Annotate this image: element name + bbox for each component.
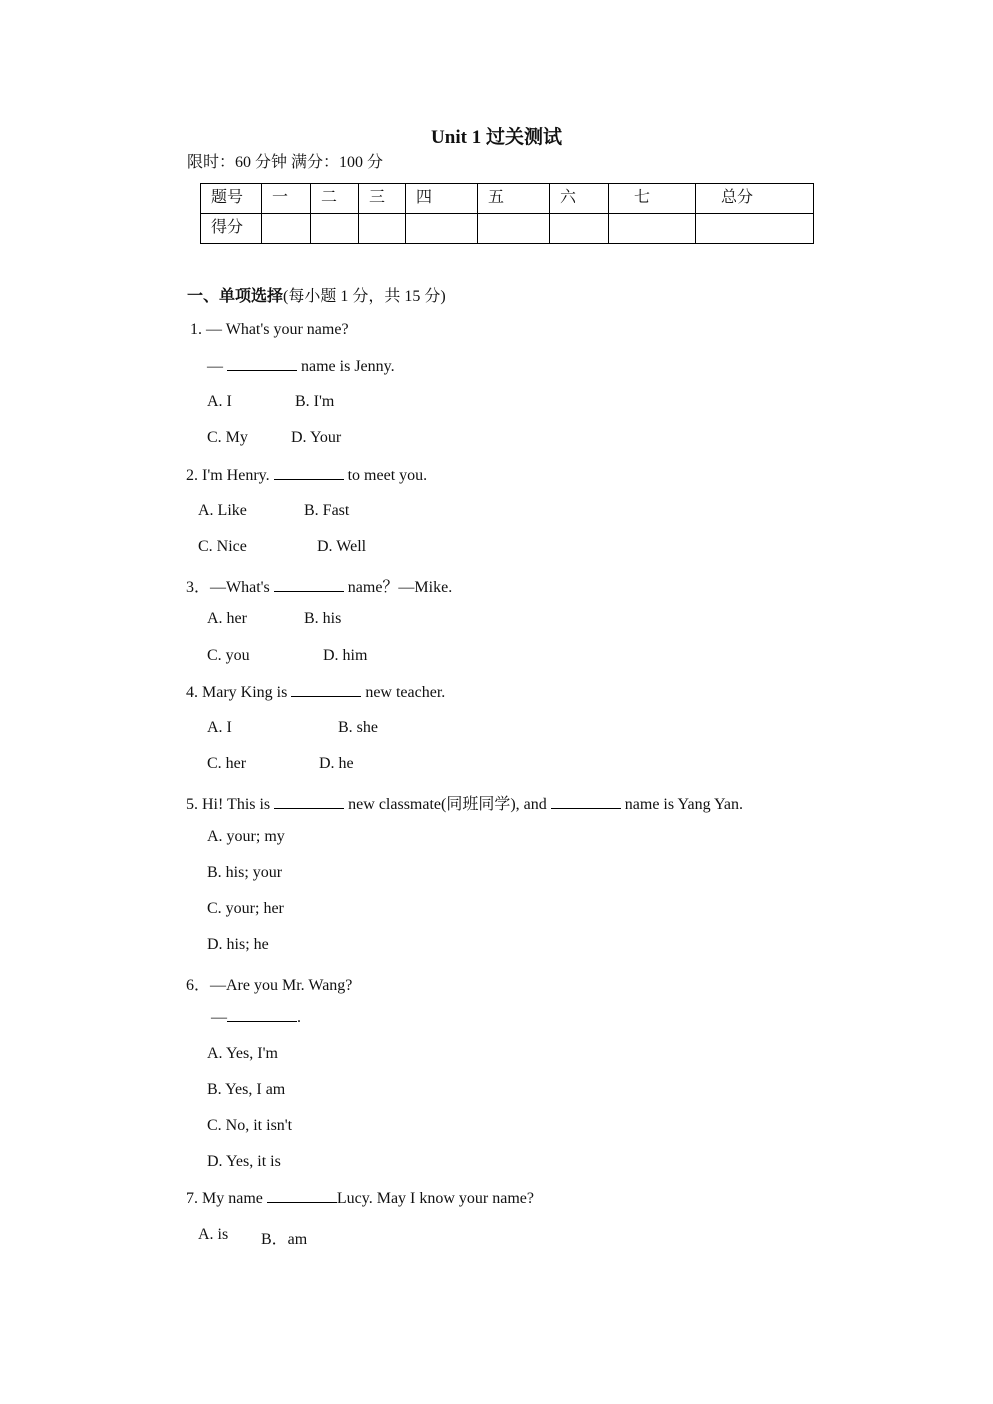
stem-text: new classmate(同班同学), and [344,796,551,813]
option[interactable]: D. him [323,647,368,664]
option[interactable]: D. Your [291,429,342,446]
header-cell: 五 [478,184,550,214]
question-2-stem [186,466,427,485]
score-cell [696,214,814,244]
option[interactable]: B. she [338,719,378,736]
option[interactable]: C. Nice [198,538,247,555]
option[interactable]: D. his; he [207,936,269,953]
stem-text: name？—Mike. [343,579,453,596]
dash: — [211,1009,227,1026]
dash: — [207,358,227,375]
header-cell: 总分 [696,184,814,214]
score-cell [262,214,311,244]
row-label: 得分 [201,214,262,244]
option[interactable]: A. Like [198,502,247,519]
section-note: (每小题 1 分，共 15 分) [283,288,446,305]
answer-blank[interactable] [291,683,361,697]
score-table-header-row [201,184,814,214]
score-cell [550,214,609,244]
option[interactable]: A. is [198,1226,229,1243]
question-5-stem [186,791,743,814]
option[interactable]: C. No, it isn't [207,1117,293,1134]
page-title: Unit 1 过关测试 [431,127,562,148]
section-heading [187,283,446,306]
stem-text: 2. I'm Henry. [186,467,274,484]
option[interactable]: A. her [207,610,247,627]
stem-text: . [297,1009,301,1026]
option[interactable]: C. you [207,647,250,664]
time-score-limits: 限时：60 分钟 满分：100 分 [187,154,384,171]
score-cell [609,214,696,244]
question-6-stem: 6．—Are you Mr. Wang? [186,977,353,994]
score-cell [359,214,406,244]
stem-text: Lucy. May I know your name? [336,1190,534,1207]
question-6-answer-line [211,1008,301,1027]
option[interactable]: C. your; her [207,900,284,917]
option[interactable]: A. your; my [207,828,285,845]
answer-blank[interactable] [227,1008,297,1022]
header-cell: 二 [311,184,359,214]
stem-text: new teacher. [361,684,446,701]
score-cell [311,214,359,244]
header-cell: 三 [359,184,406,214]
stem-text: to meet you. [343,467,428,484]
header-cell: 七 [609,184,696,214]
option[interactable]: D. Well [317,538,367,555]
answer-blank[interactable] [551,795,621,809]
answer-blank[interactable] [274,466,344,480]
option[interactable]: A. Yes, I'm [207,1045,278,1062]
answer-blank[interactable] [274,578,344,592]
answer-blank[interactable] [227,357,297,371]
option[interactable]: D. he [319,755,354,772]
question-1-stem: 1. — What's your name? [190,321,349,338]
option[interactable]: D. Yes, it is [207,1153,281,1170]
stem-text: name is Jenny. [297,358,395,375]
stem-text: 4. Mary King is [186,684,292,701]
header-cell: 六 [550,184,609,214]
question-4-stem [186,683,445,702]
header-cell: 一 [262,184,311,214]
question-3-stem [186,574,452,597]
score-table-score-row [201,214,814,244]
option[interactable]: B. his; your [207,864,283,881]
option[interactable]: C. her [207,755,247,772]
question-1-answer-line [207,357,395,376]
option[interactable]: B. I'm [295,393,335,410]
stem-text: 3．—What's [186,579,274,596]
answer-blank[interactable] [274,795,344,809]
question-7-stem [186,1189,534,1208]
option[interactable]: A. I [207,719,232,736]
score-table [200,183,814,244]
stem-text: name is Yang Yan. [620,796,744,813]
header-cell: 题号 [201,184,262,214]
option[interactable]: B. his [304,610,342,627]
option[interactable]: C. My [207,429,248,446]
score-cell [406,214,478,244]
option[interactable]: B. Fast [304,502,350,519]
stem-text: 5. Hi! This is [186,796,275,813]
option[interactable]: B．am [261,1231,308,1248]
answer-blank[interactable] [267,1189,337,1203]
stem-text: 7. My name [186,1190,267,1207]
header-cell: 四 [406,184,478,214]
score-cell [478,214,550,244]
section-title: 一、单项选择 [187,288,284,305]
option[interactable]: A. I [207,393,232,410]
option[interactable]: B. Yes, I am [207,1081,286,1098]
